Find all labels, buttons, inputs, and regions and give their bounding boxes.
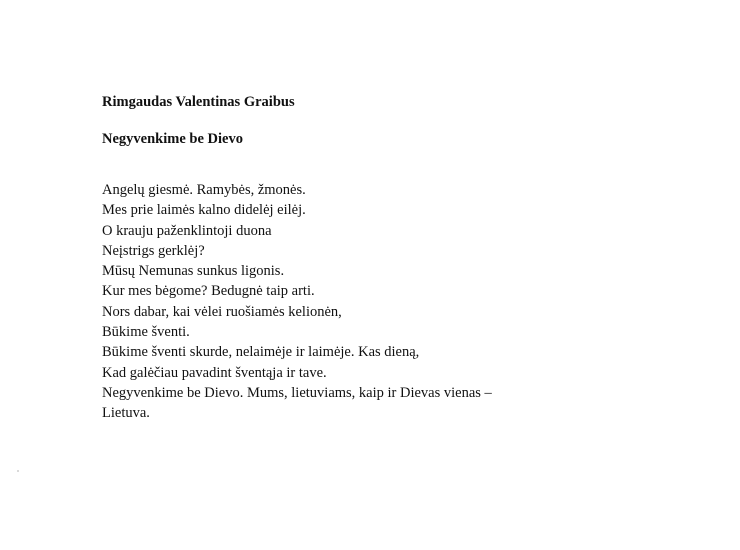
poem-title: Negyvenkime be Dievo [102,131,243,147]
poem-body [102,180,492,424]
poem-line: Mūsų Nemunas sunkus ligonis. [102,263,285,280]
poem-line: Lietuva. [102,405,150,422]
poem-line: Mes prie laimės kalno didelėj eilėj. [102,202,306,219]
scan-speck [17,470,19,472]
author-name: Rimgaudas Valentinas Graibus [102,94,295,110]
poem-line: Būkime šventi. [102,324,190,341]
poem-line: Neįstrigs gerklėj? [102,242,205,259]
poem-line: Nors dabar, kai vėlei ruošiamės kelionėn, [102,303,342,320]
poem-line: Angelų giesmė. Ramybės, žmonės. [102,182,306,198]
poem-line: Negyvenkime be Dievo. Mums, lietuviams, kaip ir Dievas vienas – [102,384,492,401]
poem-line: Kur mes bėgome? Bedugnė taip arti. [102,283,315,300]
poem-line: Kad galėčiau pavadint šventąja ir tave. [102,364,327,381]
poem-line: Būkime šventi skurde, nelaimėje ir laimėje. Kas dieną, [102,344,420,361]
poem-line: O krauju paženklintoji duona [102,222,272,239]
